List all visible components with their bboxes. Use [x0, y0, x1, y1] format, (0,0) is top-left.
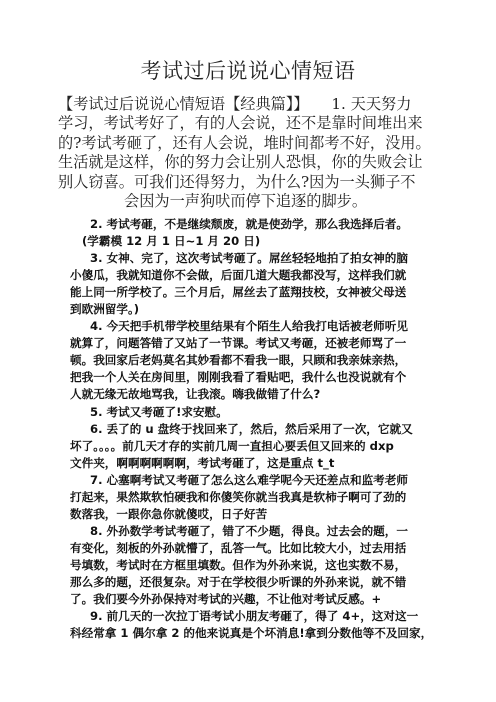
body-line: 文件夹，啊啊啊啊啊啊，考试考砸了，这是重点 t_t — [70, 455, 335, 470]
intro-line: 的?考试考砸了，还有人会说，堆时间都考不好，没用。 — [58, 133, 431, 152]
intro-line: 【考试过后说说心情短语【经典篇】】 1. 天天努力 — [58, 95, 412, 113]
page-title: 考试过后说说心情短语 — [140, 59, 356, 83]
body-line: 了。我们要今外孙保持对考试的兴趣，不让他对考试反感。+ — [70, 592, 382, 607]
body-line: 数落我，一跟你急你就傻哎，日子好苦 — [70, 506, 268, 521]
body-line: 坏了。。。。前几天才存的实前几周一直担心要丢但又回来的 dxp — [70, 438, 394, 453]
intro-line: 会因为一声狗吠而停下追逐的脚步。 — [124, 192, 367, 211]
body-line: 那么多的题，还很复杂。对于在学校很少听课的外孙来说，就不错 — [70, 574, 407, 589]
intro-line: 生活就是这样，你的努力会让别人恐惧，你的失败会让 — [58, 153, 423, 172]
body-line: 6. 丢了的 u 盘终于找回来了，然后，然后采用了一次，它就又 — [90, 421, 413, 436]
body-line: 把我一个人关在房间里，刚刚我看了看贴吧，我什么也没说就有个 — [70, 370, 407, 385]
intro-paragraph — [58, 95, 448, 211]
body-line: 打起来，果然欺软怕硬我和你傻笑你就当我真是软柿子啊可了劲的 — [70, 489, 407, 504]
body-line: 顿。我回家后老妈莫名其妙看都不看我一眼，只顾和我亲妹亲热， — [70, 353, 407, 368]
body-line: 有变化，刻板的外孙就懵了，乱答一气。比如比较大小，过去用括 — [70, 540, 407, 555]
body-line: 号填数，考试时在方框里填数。但作为外孙来说，这也实数不易， — [70, 557, 407, 572]
body-line: 5. 考试又考砸了!求安慰。 — [90, 404, 228, 419]
body-line: 2. 考试考砸，不是继续颓废，就是使劲学，那么我选择后者。 — [90, 217, 408, 231]
body-line: 4. 今天把手机带学校里结果有个陌生人给我打电话被老师听见 — [90, 319, 408, 334]
intro-line: 别人窃喜。可我们还得努力，为什么?因为一头狮子不 — [58, 172, 416, 191]
body-line: 3. 女神、完了，这次考试考砸了。屌丝轻轻地拍了拍女神的脑 — [90, 251, 408, 266]
body-line: 8. 外孙数学考试考砸了，错了不少题，得良。过去会的题，一 — [90, 523, 408, 538]
body-line: 7. 心塞啊考试又考砸了怎么这么难学呢今天还差点和监考老师 — [90, 472, 408, 487]
body-line: 小傻瓜，我就知道你不会做，后面几道大题我都没写，这样我们就 — [70, 268, 407, 283]
body-line: (学霸模 12 月 1 日~1 月 20 日) — [82, 234, 261, 249]
body-line: 人就无缘无故地骂我，让我滚。嗨我做错了什么? — [70, 387, 321, 402]
body-line: 到欧洲留学。) — [70, 302, 140, 317]
body-text — [70, 216, 450, 642]
body-line: 就算了，问题答错了又站了一节课。考试又考砸，还被老师骂了一 — [70, 336, 407, 351]
body-line: 9. 前几天的一次拉丁语考试小朋友考砸了，得了 4+，这对这一 — [90, 609, 419, 624]
body-line: 能上同一所学校了。三个月后，屌丝去了蓝翔技校，女神被父母送 — [70, 285, 407, 300]
body-line: 科经常拿 1 偶尔拿 2 的他来说真是个坏消息!拿到分数他等不及回家， — [70, 626, 433, 641]
intro-line: 学习，考试考好了，有的人会说，还不是靠时间堆出来 — [58, 114, 423, 133]
